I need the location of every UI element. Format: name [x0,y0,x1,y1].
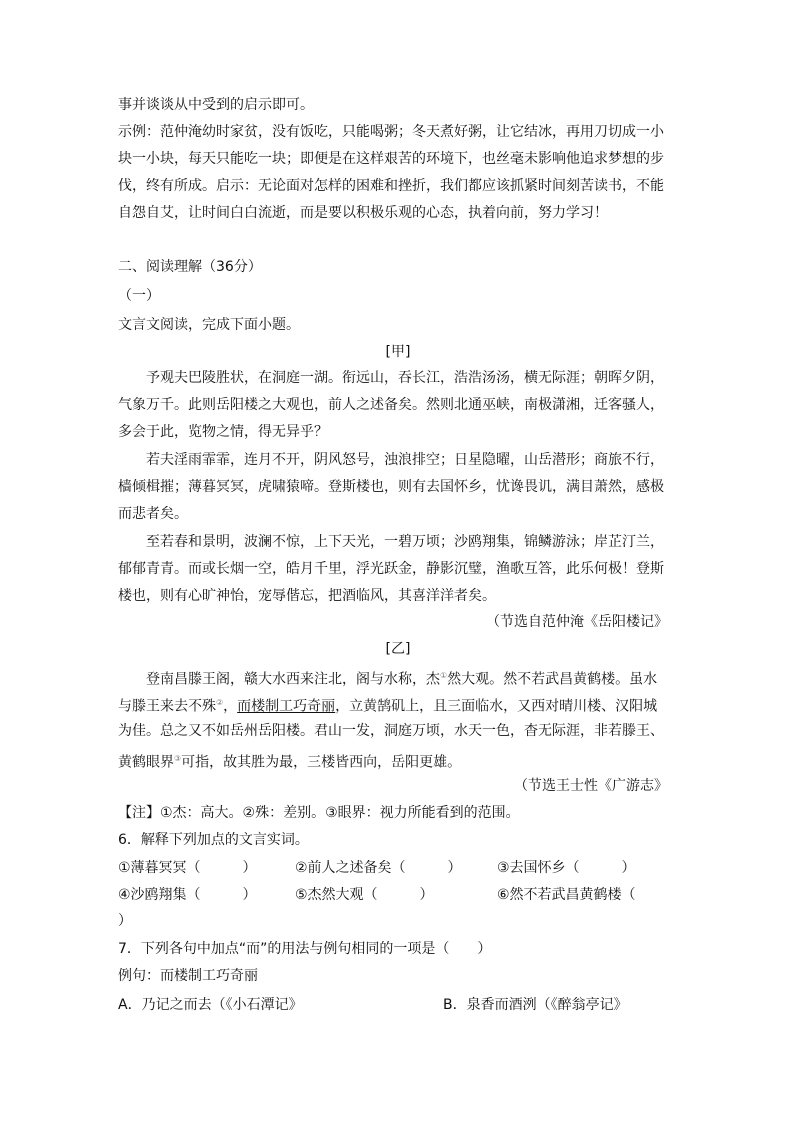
text-line: 多会于此，览物之情，得无异乎？ [118,424,328,440]
question-6: 6．解释下列加点的文言实词。 [118,832,309,848]
text-line: 事并谈谈从中受到的启示即可。 [118,97,314,113]
text-line: 为佳。总之又不如岳州岳阳楼。君山一发，洞庭万顷，水天一色，杳无际涯，非若滕王、 [118,723,664,739]
source-citation: （节选自范仲淹《岳阳楼记》 [486,614,668,630]
passage-label-jia: [甲] [385,344,411,360]
text-line: 自怨自艾，让时间白白流逝，而是要以积极乐观的心态，执着向前，努力学习！ [118,205,608,221]
example-sentence: 例句：而楼制工巧奇丽 [118,968,258,984]
text-line: 郁郁青青。而或长烟一空，皓月千里，浮光跃金，静影沉璧，渔歌互答，此乐何极！登斯 [118,561,664,577]
text-line: 块一小块，每天只能吃一块；即便是在这样艰苦的环境下，也丝毫未影响他追求梦想的步 [118,151,664,167]
option-b: B．泉香而酒洌（《醉翁亭记》 [443,997,628,1013]
instruction: 文言文阅读，完成下面小题。 [118,317,300,333]
question-7: 7．下列各句中加点“而”的用法与例句相同的一项是（ ） [118,941,492,957]
text-line: 而悲者矣。 [118,506,188,522]
q6-item: ③去国怀乡（ ） [497,860,636,876]
note-marker: ③ [174,754,182,763]
annotation-note: 【注】①杰：高大。②殊：差别。③眼界：视力所能看到的范围。 [118,805,520,821]
text-line: 楼也，则有心旷神怡，宠辱偕忘，把酒临风，其喜洋洋者矣。 [118,588,496,604]
text-line: 樯倾楫摧；薄暮冥冥，虎啸猿啼。登斯楼也，则有去国怀乡，忧谗畏讥，满目萧然，感极 [118,479,664,495]
text-line: 伐，终有所成。启示：无论面对怎样的困难和挫折，我们都应该抓紧时间刻苦读书，不能 [118,178,664,194]
note-marker: ① [440,671,448,680]
q6-item: ⑥然不若武昌黄鹤楼（ [497,887,636,903]
underlined-phrase: 而楼制工巧奇丽 [237,698,336,715]
passage-label-yi: [乙] [385,641,411,657]
q6-item: ②前人之述备矣（ ） [295,860,462,876]
section-heading: 二、阅读理解（36分） [118,259,262,275]
source-citation: （节选王士性《广游志》 [514,778,668,794]
text-line: 示例：范仲淹幼时家贫，没有饭吃，只能喝粥；冬天煮好粥，让它结冰，再用刀切成一小 [118,124,664,140]
q6-item: ④沙鸥翔集（ ） [118,887,257,903]
text-line: 予观夫巴陵胜状，在洞庭一湖。衔远山，吞长江，浩浩汤汤，横无际涯；朝晖夕阴， [146,370,664,386]
q6-item: ⑤杰然大观（ ） [295,887,434,903]
text-line: 与滕王来去不殊②，而楼制工巧奇丽，立黄鹄矶上，且三面临水，又西对晴川楼、汉阳城 [118,698,658,715]
text-line: 黄鹤眼界③可指，故其胜为最，三楼皆西向，岳阳更雄。 [118,754,462,771]
text-line: 至若春和景明，波澜不惊，上下天光，一碧万顷；沙鸥翔集，锦鳞游泳；岸芷汀兰， [146,534,664,550]
option-a: A．乃记之而去（《小石潭记》 [118,997,303,1013]
q6-item-continuation: ） [118,913,132,929]
text-line: 气象万千。此则岳阳楼之大观也，前人之述备矣。然则北通巫峡，南极潇湘，迁客骚人， [118,397,664,413]
text-line: 登南昌滕王阁，赣大水西来注北，阁与水称，杰①然大观。然不若武昌黄鹤楼。虽水 [146,671,658,688]
subsection-heading: （一） [118,288,160,304]
q6-item: ①薄暮冥冥（ ） [118,860,257,876]
note-marker: ② [216,698,224,707]
text-line: 若夫淫雨霏霏，连月不开，阴风怒号，浊浪排空；日星隐曜，山岳潜形；商旅不行， [146,452,664,468]
